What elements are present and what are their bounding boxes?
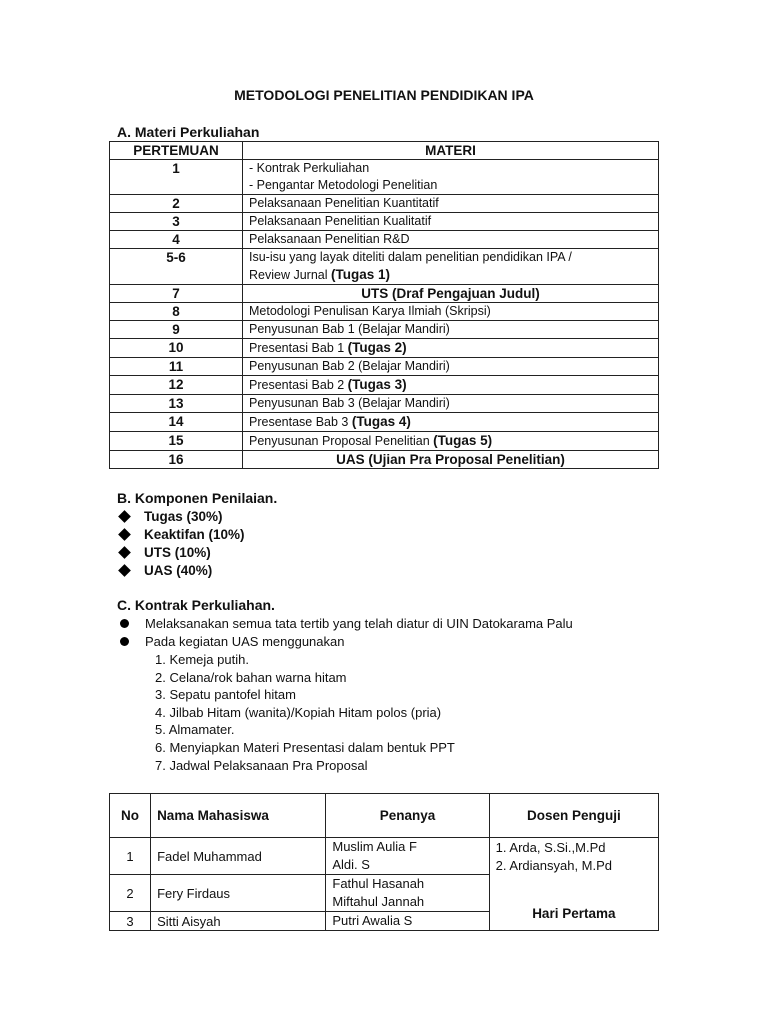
materi-cell: Pelaksanaan Penelitian Kuantitatif bbox=[243, 195, 659, 213]
materi-text: Review Jurnal bbox=[249, 268, 331, 282]
tugas-label: (Tugas 2) bbox=[347, 340, 407, 355]
table-row bbox=[110, 395, 659, 413]
penilaian-item: UAS (40%) bbox=[144, 562, 213, 578]
table-row bbox=[110, 413, 659, 432]
list-item bbox=[118, 525, 245, 543]
table-row bbox=[110, 838, 659, 875]
student-number: 3 bbox=[110, 912, 151, 931]
meeting-number: 4 bbox=[110, 231, 243, 249]
penanya-name: Muslim Aulia F bbox=[332, 839, 417, 854]
materi-cell bbox=[243, 339, 659, 358]
round-bullet-icon bbox=[120, 637, 129, 646]
header-no: No bbox=[110, 794, 151, 838]
list-item: 3. Sepatu pantofel hitam bbox=[155, 687, 296, 703]
materi-cell: UTS (Draf Pengajuan Judul) bbox=[243, 285, 659, 303]
materi-line: - Kontrak Perkuliahan bbox=[249, 161, 370, 175]
dosen-name: 1. Arda, S.Si.,M.Pd bbox=[495, 840, 606, 855]
meeting-number: 9 bbox=[110, 321, 243, 339]
student-name: Fadel Muhammad bbox=[151, 838, 326, 875]
tugas-label: (Tugas 5) bbox=[433, 433, 493, 448]
meeting-number: 8 bbox=[110, 303, 243, 321]
materi-cell: Pelaksanaan Penelitian Kualitatif bbox=[243, 213, 659, 231]
section-c-heading: C. Kontrak Perkuliahan. bbox=[117, 597, 275, 613]
list-item bbox=[118, 614, 573, 632]
schedule-day-label: Hari Pertama bbox=[532, 906, 616, 921]
materi-cell: Penyusunan Bab 2 (Belajar Mandiri) bbox=[243, 358, 659, 376]
list-item bbox=[118, 561, 245, 579]
round-bullet-icon bbox=[120, 619, 129, 628]
diamond-bullet-icon bbox=[118, 564, 131, 577]
meeting-number: 12 bbox=[110, 376, 243, 395]
meeting-number: 5-6 bbox=[110, 249, 243, 285]
table-row bbox=[110, 339, 659, 358]
meeting-number: 3 bbox=[110, 213, 243, 231]
list-item: 2. Celana/rok bahan warna hitam bbox=[155, 669, 347, 685]
kontrak-item: Pada kegiatan UAS menggunakan bbox=[145, 633, 345, 649]
materi-cell: Penyusunan Bab 1 (Belajar Mandiri) bbox=[243, 321, 659, 339]
table-row bbox=[110, 195, 659, 213]
list-item bbox=[118, 507, 245, 525]
table-row bbox=[110, 285, 659, 303]
header-penanya: Penanya bbox=[326, 794, 489, 838]
materi-text: Presentasi Bab 1 bbox=[249, 341, 348, 355]
list-item bbox=[118, 543, 245, 561]
penilaian-item: Tugas (30%) bbox=[144, 508, 223, 524]
kontrak-item: Melaksanakan semua tata tertib yang telah diatur di UIN Datokarama Palu bbox=[145, 615, 573, 631]
list-item: 4. Jilbab Hitam (wanita)/Kopiah Hitam polos (pria) bbox=[155, 704, 442, 720]
document-title: METODOLOGI PENELITIAN PENDIDIKAN IPA bbox=[234, 87, 534, 103]
header-dosen-penguji: Dosen Penguji bbox=[489, 794, 658, 838]
section-b-heading: B. Komponen Penilaian. bbox=[117, 490, 278, 506]
table-row bbox=[110, 321, 659, 339]
penanya-name: Fathul Hasanah bbox=[332, 876, 425, 891]
meeting-number: 13 bbox=[110, 395, 243, 413]
penanya-cell bbox=[326, 912, 489, 931]
table-row bbox=[110, 451, 659, 469]
student-number: 1 bbox=[110, 838, 151, 875]
penanya-name: Miftahul Jannah bbox=[332, 894, 425, 909]
materi-line bbox=[249, 266, 652, 284]
table-row bbox=[110, 358, 659, 376]
materi-cell bbox=[243, 413, 659, 432]
student-name: Sitti Aisyah bbox=[151, 912, 326, 931]
table-row bbox=[110, 432, 659, 451]
table-row bbox=[110, 376, 659, 395]
materi-text: Penyusunan Proposal Penelitian bbox=[249, 434, 434, 448]
materi-cell: Penyusunan Bab 3 (Belajar Mandiri) bbox=[243, 395, 659, 413]
materi-cell bbox=[243, 249, 659, 285]
penanya-name: Putri Awalia S bbox=[332, 913, 413, 928]
dosen-cell bbox=[489, 838, 658, 931]
list-item: 7. Jadwal Pelaksanaan Pra Proposal bbox=[155, 757, 368, 773]
tugas-label: (Tugas 1) bbox=[330, 267, 390, 282]
penanya-name: Aldi. S bbox=[332, 857, 370, 872]
penanya-cell bbox=[326, 875, 489, 912]
materi-table bbox=[109, 141, 659, 469]
table-row bbox=[110, 160, 659, 195]
meeting-number: 2 bbox=[110, 195, 243, 213]
materi-cell bbox=[243, 160, 659, 195]
penilaian-item: Keaktifan (10%) bbox=[144, 526, 245, 542]
table-row bbox=[110, 249, 659, 285]
penilaian-item: UTS (10%) bbox=[144, 544, 211, 560]
materi-cell: Metodologi Penulisan Karya Ilmiah (Skripsi) bbox=[243, 303, 659, 321]
meeting-number: 11 bbox=[110, 358, 243, 376]
list-item: 6. Menyiapkan Materi Presentasi dalam bentuk PPT bbox=[155, 739, 455, 755]
uas-requirements-list bbox=[155, 651, 455, 774]
list-item bbox=[118, 632, 573, 650]
table-row bbox=[110, 213, 659, 231]
table-row bbox=[110, 303, 659, 321]
header-nama-mahasiswa: Nama Mahasiswa bbox=[151, 794, 326, 838]
materi-cell bbox=[243, 376, 659, 395]
meeting-number: 7 bbox=[110, 285, 243, 303]
tugas-label: (Tugas 3) bbox=[347, 377, 407, 392]
student-name: Fery Firdaus bbox=[151, 875, 326, 912]
materi-text: Presentase Bab 3 bbox=[249, 415, 352, 429]
list-item: 1. Kemeja putih. bbox=[155, 652, 249, 667]
materi-line: Isu-isu yang layak diteliti dalam penelitian pendidikan IPA / bbox=[249, 250, 572, 264]
materi-cell bbox=[243, 432, 659, 451]
materi-text: Presentasi Bab 2 bbox=[249, 378, 348, 392]
diamond-bullet-icon bbox=[118, 510, 131, 523]
materi-cell: Pelaksanaan Penelitian R&D bbox=[243, 231, 659, 249]
meeting-number: 16 bbox=[110, 451, 243, 469]
meeting-number: 14 bbox=[110, 413, 243, 432]
header-materi: MATERI bbox=[243, 142, 659, 160]
jadwal-table bbox=[109, 793, 659, 931]
meeting-number: 15 bbox=[110, 432, 243, 451]
meeting-number: 10 bbox=[110, 339, 243, 358]
materi-cell: UAS (Ujian Pra Proposal Penelitian) bbox=[243, 451, 659, 469]
materi-header-row bbox=[110, 142, 659, 160]
jadwal-header-row bbox=[110, 794, 659, 838]
student-number: 2 bbox=[110, 875, 151, 912]
diamond-bullet-icon bbox=[118, 528, 131, 541]
table-row bbox=[110, 231, 659, 249]
materi-line: - Pengantar Metodologi Penelitian bbox=[249, 178, 438, 192]
dosen-name: 2. Ardiansyah, M.Pd bbox=[495, 858, 613, 873]
list-item: 5. Almamater. bbox=[155, 722, 235, 738]
kontrak-list bbox=[118, 614, 573, 650]
meeting-number: 1 bbox=[110, 160, 243, 195]
header-pertemuan: PERTEMUAN bbox=[110, 142, 243, 160]
tugas-label: (Tugas 4) bbox=[351, 414, 411, 429]
section-a-heading: A. Materi Perkuliahan bbox=[117, 124, 260, 140]
diamond-bullet-icon bbox=[118, 546, 131, 559]
penanya-cell bbox=[326, 838, 489, 875]
penilaian-list bbox=[118, 507, 245, 579]
